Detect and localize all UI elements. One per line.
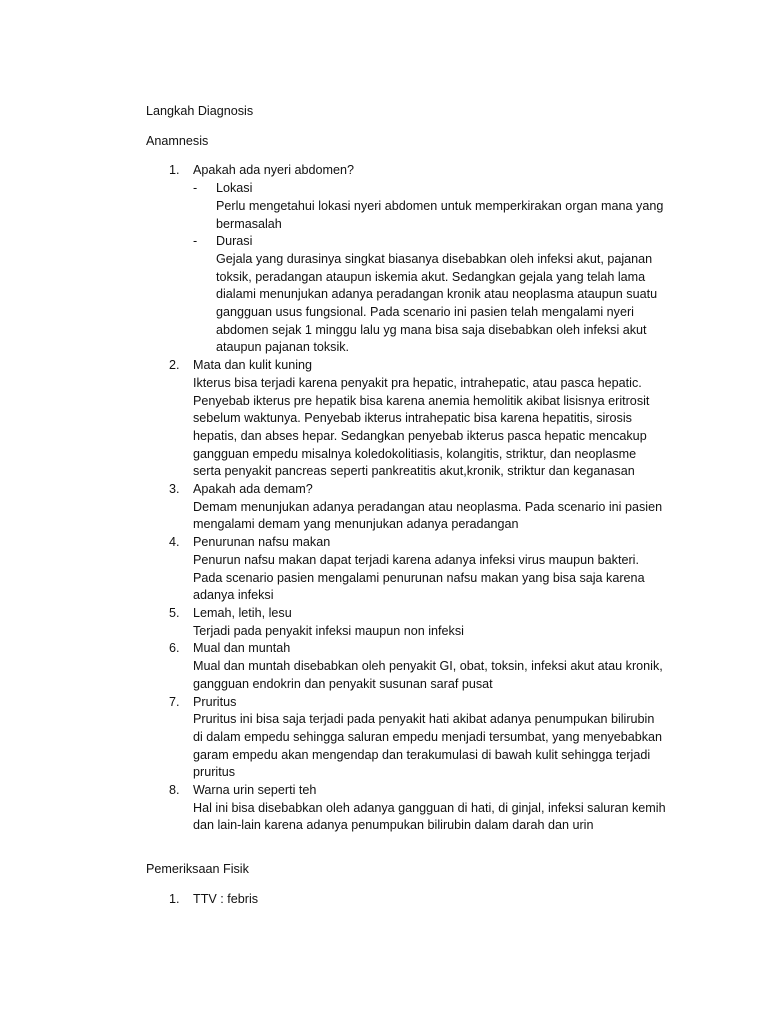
list-number: 1.	[169, 891, 180, 906]
list-number: 1.	[169, 163, 180, 178]
list-item-body: Penurun nafsu makan dapat terjadi karena adanya infeksi virus maupun bakteri. Pada scenario pasien mengalami penurunan nafsu makan yang bisa saja karena adanya infeksi	[193, 552, 645, 603]
list-item	[146, 534, 666, 605]
list-item-body: Mual dan muntah disebabkan oleh penyakit GI, obat, toksin, infeksi akut atau kronik, gangguan endokrin dan penyakit susunan saraf pusat	[193, 659, 663, 691]
list-number: 5.	[169, 605, 180, 620]
pemeriksaan-list	[146, 891, 666, 909]
anamnesis-list	[146, 162, 666, 835]
document-content	[146, 103, 666, 909]
list-item	[146, 605, 666, 640]
list-item-title: Lemah, letih, lesu	[193, 605, 292, 620]
list-item-title: Pruritus	[193, 694, 237, 709]
list-item-title: TTV : febris	[193, 891, 259, 906]
list-number: 3.	[169, 482, 180, 497]
list-item-body: Ikterus bisa terjadi karena penyakit pra hepatic, intrahepatic, atau pasca hepatic. Penyebab ikterus pre hepatik bisa karena anemia hemolitik akibat lisisnya eritrosit sebelum waktunya. Penyebab ikterus intrahepatic bisa karena hepatitis, sirosis hepatis, dan abses hepar. Sedangkan penyebab ikterus pasca hepatic mencakup gangguan empedu misalnya koledokolitiasis, kolangitis, striktur, dan neoplasme serta penyakit pancreas seperti pankreatitis akut,kronik, striktur dan keganasan	[193, 375, 650, 479]
list-number: 2.	[169, 358, 180, 373]
list-item	[146, 891, 666, 909]
list-item-body: Demam menunjukan adanya peradangan atau neoplasma. Pada scenario ini pasien mengalami demam yang menunjukan adanya peradangan	[193, 499, 663, 532]
list-item	[146, 481, 666, 534]
list-item	[146, 162, 666, 357]
list-item-title: Mual dan muntah	[193, 641, 291, 656]
section-spacer	[146, 835, 666, 861]
sub-list	[193, 180, 666, 357]
section-heading-anamnesis: Anamnesis	[146, 133, 209, 148]
sub-item-title: Lokasi	[216, 181, 253, 196]
list-number: 8.	[169, 783, 180, 798]
list-number: 4.	[169, 535, 180, 550]
list-item	[146, 640, 666, 693]
list-item-title: Apakah ada nyeri abdomen?	[193, 163, 355, 178]
dash-bullet: -	[193, 234, 198, 249]
sub-item-body: Perlu mengetahui lokasi nyeri abdomen untuk memperkirakan organ mana yang bermasalah	[216, 198, 664, 231]
document-title: Langkah Diagnosis	[146, 104, 254, 118]
sub-item-title: Durasi	[216, 234, 253, 249]
sub-list-item	[193, 180, 666, 233]
sub-list-item	[193, 233, 666, 357]
list-item	[146, 357, 666, 481]
list-item-title: Penurunan nafsu makan	[193, 535, 331, 550]
sub-item-body: Gejala yang durasinya singkat biasanya disebabkan oleh infeksi akut, pajanan toksik, peradangan ataupun iskemia akut. Sedangkan gejala yang telah lama dialami menunjukan adanya peradangan kronik atau neoplasma ataupun suatu gangguan usus fungsional. Pada scenario ini pasien telah mengalami nyeri abdomen sejak 1 minggu lalu yg mana bisa saja disebabkan oleh infeksi akut ataupun pajanan toksik.	[216, 251, 658, 355]
list-item-title: Apakah ada demam?	[193, 482, 313, 497]
list-item	[146, 782, 666, 835]
list-item-body: Hal ini bisa disebabkan oleh adanya gangguan di hati, di ginjal, infeksi saluran kemih dan lain-lain karena adanya penumpukan bilirubin dalam darah dan urin	[193, 800, 666, 833]
list-item-title: Warna urin seperti teh	[193, 783, 317, 798]
list-item	[146, 694, 666, 783]
list-number: 6.	[169, 641, 180, 656]
list-item-body: Pruritus ini bisa saja terjadi pada penyakit hati akibat adanya penumpukan bilirubin di dalam empedu sehingga saluran empedu menjadi tersumbat, yang menyebabkan garam empedu akan mengendap dan terakumulasi di bawah kulit sehingga terjadi pruritus	[193, 712, 663, 780]
list-item-body: Terjadi pada penyakit infeksi maupun non infeksi	[193, 623, 464, 638]
list-number: 7.	[169, 694, 180, 709]
list-item-title: Mata dan kulit kuning	[193, 358, 313, 373]
dash-bullet: -	[193, 181, 198, 196]
section-heading-pemeriksaan-fisik: Pemeriksaan Fisik	[146, 862, 249, 877]
